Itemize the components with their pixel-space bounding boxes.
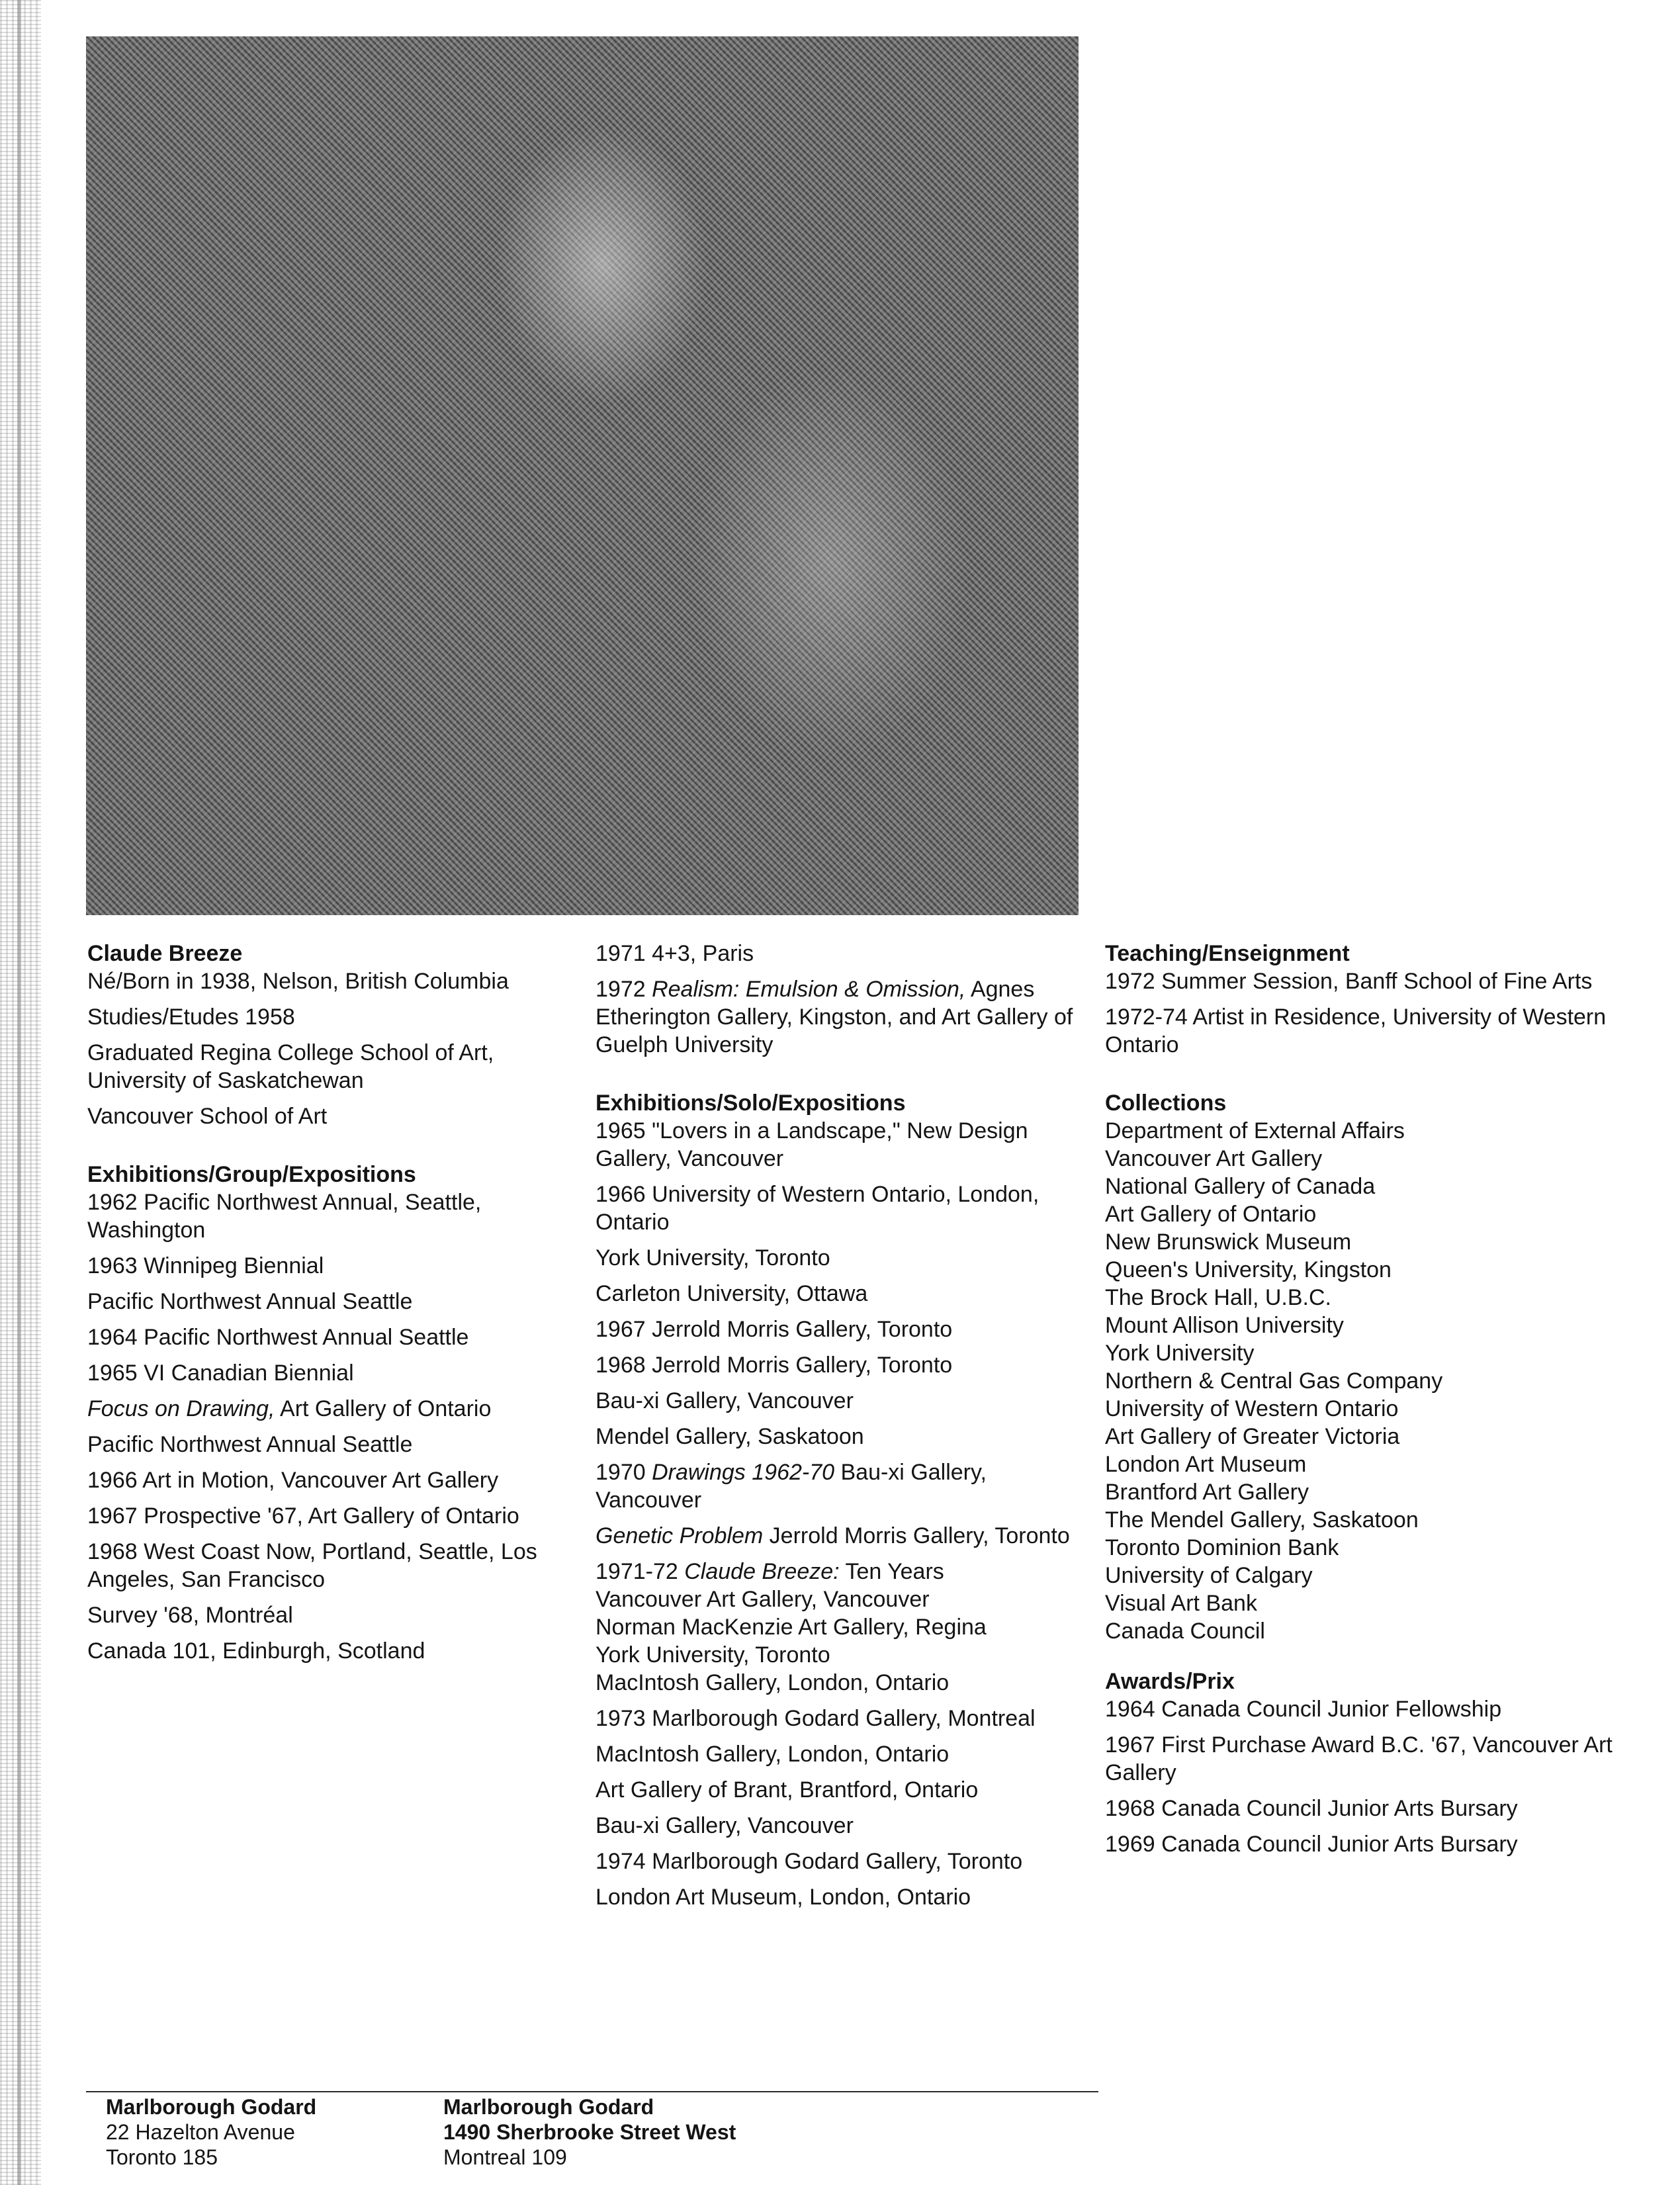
drawings-rest: Bau-xi Gallery, Vancouver bbox=[596, 1460, 987, 1513]
focus-rest: Art Gallery of Ontario bbox=[275, 1396, 492, 1421]
solo-item-drawings bbox=[596, 1458, 1085, 1514]
group-item: Pacific Northwest Annual Seattle bbox=[87, 1289, 413, 1314]
group-item: 1962 Pacific Northwest Annual, Seattle, Washington bbox=[87, 1190, 482, 1243]
collection-item: Queen's University, Kingston bbox=[1105, 1257, 1392, 1282]
solo-item-genetic bbox=[596, 1522, 1085, 1550]
column-left bbox=[87, 940, 570, 1673]
group-item: Survey '68, Montréal bbox=[87, 1603, 293, 1628]
solo-item: Art Gallery of Brant, Brantford, Ontario bbox=[596, 1777, 979, 1803]
teaching-item: 1972-74 Artist in Residence, University of Western Ontario bbox=[1105, 1004, 1607, 1057]
column-middle bbox=[596, 940, 1085, 1919]
awards-heading: Awards/Prix bbox=[1105, 1669, 1235, 1694]
collection-item: National Gallery of Canada bbox=[1105, 1174, 1376, 1199]
solo-item: 1973 Marlborough Godard Gallery, Montreal bbox=[596, 1706, 1036, 1731]
drawings-title: Drawings 1962-70 bbox=[652, 1460, 835, 1485]
solo-item: York University, Toronto bbox=[596, 1245, 830, 1271]
teaching-item: 1972 Summer Session, Banff School of Fine Arts bbox=[1105, 969, 1593, 994]
realism-rest: Agnes Etherington Gallery, Kingston, and Art Gallery of Guelph University bbox=[596, 977, 1073, 1057]
solo-item: MacIntosh Gallery, London, Ontario bbox=[596, 1742, 950, 1767]
realism-year: 1972 bbox=[596, 977, 652, 1002]
realism-title: Realism: Emulsion & Omission, bbox=[652, 977, 966, 1002]
tenyears-rest: Ten Years bbox=[839, 1559, 944, 1584]
solo-item: Carleton University, Ottawa bbox=[596, 1281, 868, 1306]
collection-item: Brantford Art Gallery bbox=[1105, 1480, 1309, 1505]
group-item: 1966 Art in Motion, Vancouver Art Gallery bbox=[87, 1468, 499, 1493]
solo-item: Bau-xi Gallery, Vancouver bbox=[596, 1388, 854, 1413]
solo-item: Mendel Gallery, Saskatoon bbox=[596, 1424, 864, 1449]
scan-edge-line bbox=[17, 0, 21, 2185]
collections-heading: Collections bbox=[1105, 1091, 1227, 1116]
collection-item: Toronto Dominion Bank bbox=[1105, 1535, 1339, 1560]
group-item: Canada 101, Edinburgh, Scotland bbox=[87, 1638, 425, 1664]
solo-item: 1974 Marlborough Godard Gallery, Toronto bbox=[596, 1849, 1023, 1874]
collection-item: University of Calgary bbox=[1105, 1563, 1313, 1588]
award-item: 1969 Canada Council Junior Arts Bursary bbox=[1105, 1832, 1518, 1857]
collection-item: The Brock Hall, U.B.C. bbox=[1105, 1285, 1331, 1310]
collection-item: Northern & Central Gas Company bbox=[1105, 1368, 1443, 1394]
collection-item: New Brunswick Museum bbox=[1105, 1229, 1352, 1255]
gallery-name: Marlborough Godard bbox=[106, 2095, 317, 2119]
genetic-title: Genetic Problem bbox=[596, 1523, 764, 1548]
group-item: 1967 Prospective '67, Art Gallery of Ontario bbox=[87, 1503, 519, 1529]
tenyears-year: 1971-72 bbox=[596, 1559, 685, 1584]
group-exhibitions-heading: Exhibitions/Group/Expositions bbox=[87, 1162, 416, 1187]
solo-item: 1968 Jerrold Morris Gallery, Toronto bbox=[596, 1353, 953, 1378]
collection-item: Mount Allison University bbox=[1105, 1313, 1344, 1338]
bio-born: Né/Born in 1938, Nelson, British Columbia bbox=[87, 969, 509, 994]
bio-studies: Studies/Etudes 1958 bbox=[87, 1004, 295, 1030]
bio-graduated: Graduated Regina College School of Art, University of Saskatchewan bbox=[87, 1040, 494, 1093]
drawings-year: 1970 bbox=[596, 1460, 652, 1485]
tenyears-venue: Vancouver Art Gallery, Vancouver bbox=[596, 1587, 930, 1612]
teaching-heading: Teaching/Enseignment bbox=[1105, 941, 1350, 966]
artist-name: Claude Breeze bbox=[87, 941, 243, 966]
tenyears-title: Claude Breeze: bbox=[684, 1559, 840, 1584]
group-item: Pacific Northwest Annual Seattle bbox=[87, 1432, 413, 1457]
gallery-name: Marlborough Godard bbox=[443, 2095, 654, 2119]
genetic-rest: Jerrold Morris Gallery, Toronto bbox=[763, 1523, 1070, 1548]
bio-school: Vancouver School of Art bbox=[87, 1104, 328, 1129]
group-item: 1965 VI Canadian Biennial bbox=[87, 1360, 354, 1386]
address-toronto bbox=[106, 2094, 423, 2170]
group-item-realism bbox=[596, 975, 1085, 1059]
group-item: 1968 West Coast Now, Portland, Seattle, Los Angeles, San Francisco bbox=[87, 1539, 537, 1592]
column-right bbox=[1105, 940, 1621, 1866]
gallery-city: Toronto 185 bbox=[106, 2145, 218, 2169]
group-item: 1971 4+3, Paris bbox=[596, 941, 754, 966]
tenyears-venue: York University, Toronto bbox=[596, 1642, 830, 1668]
solo-item: 1966 University of Western Ontario, London, Ontario bbox=[596, 1182, 1039, 1235]
gallery-street: 1490 Sherbrooke Street West bbox=[443, 2120, 736, 2144]
footer-rule bbox=[86, 2091, 1098, 2092]
address-montreal bbox=[443, 2094, 840, 2170]
gallery-city: Montreal 109 bbox=[443, 2145, 567, 2169]
award-item: 1967 First Purchase Award B.C. '67, Vancouver Art Gallery bbox=[1105, 1732, 1613, 1785]
award-item: 1964 Canada Council Junior Fellowship bbox=[1105, 1697, 1502, 1722]
group-item: 1964 Pacific Northwest Annual Seattle bbox=[87, 1325, 469, 1350]
collection-item: The Mendel Gallery, Saskatoon bbox=[1105, 1507, 1419, 1533]
tenyears-venue: Norman MacKenzie Art Gallery, Regina bbox=[596, 1615, 987, 1640]
collection-item: London Art Museum bbox=[1105, 1452, 1307, 1477]
focus-title: Focus on Drawing, bbox=[87, 1396, 275, 1421]
solo-item: 1965 "Lovers in a Landscape," New Design Gallery, Vancouver bbox=[596, 1118, 1028, 1171]
collection-item: Art Gallery of Greater Victoria bbox=[1105, 1424, 1400, 1449]
solo-item: 1967 Jerrold Morris Gallery, Toronto bbox=[596, 1317, 953, 1342]
solo-exhibitions-heading: Exhibitions/Solo/Expositions bbox=[596, 1091, 906, 1116]
tenyears-venue: MacIntosh Gallery, London, Ontario bbox=[596, 1670, 950, 1695]
group-item-focus bbox=[87, 1395, 570, 1423]
award-item: 1968 Canada Council Junior Arts Bursary bbox=[1105, 1796, 1518, 1821]
collection-item: Canada Council bbox=[1105, 1619, 1265, 1644]
solo-item-ten-years bbox=[596, 1558, 1085, 1697]
solo-item: Bau-xi Gallery, Vancouver bbox=[596, 1813, 854, 1838]
collection-item: Vancouver Art Gallery bbox=[1105, 1146, 1323, 1171]
solo-item: London Art Museum, London, Ontario bbox=[596, 1885, 971, 1910]
group-item: 1963 Winnipeg Biennial bbox=[87, 1253, 324, 1278]
collection-item: York University bbox=[1105, 1341, 1255, 1366]
collection-item: University of Western Ontario bbox=[1105, 1396, 1399, 1421]
collection-item: Art Gallery of Ontario bbox=[1105, 1202, 1317, 1227]
collection-item: Visual Art Bank bbox=[1105, 1591, 1257, 1616]
collection-item: Department of External Affairs bbox=[1105, 1118, 1405, 1143]
gallery-street: 22 Hazelton Avenue bbox=[106, 2120, 295, 2144]
artist-portrait-photo bbox=[86, 36, 1079, 915]
